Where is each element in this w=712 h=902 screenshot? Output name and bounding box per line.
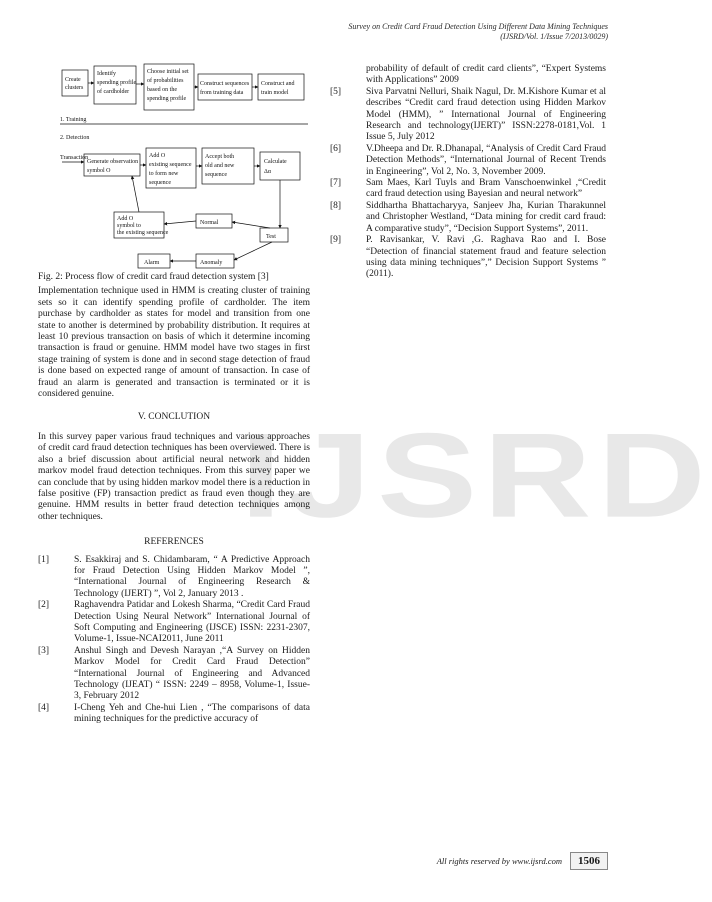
- text-delta: Δα: [264, 169, 272, 175]
- reference-text: I-Cheng Yeh and Che-hui Lien , “The comparisons of data mining techniques for the predictive accuracy of: [74, 702, 310, 725]
- page-footer: [437, 852, 608, 870]
- conclusion-paragraph: In this survey paper various fraud techniques and various approaches of credit card fraud detection techniques has been overviewed. There is also a brief discussion about artificial neural network and hidden markov model fraud detection techniques. From this survey paper we can conclude that by using hidden markov model there is a reduction in false positive (FP) transaction predict as fraud even though they are genuine. HMM results in better fraud detection techniques among other techniques.: [38, 431, 310, 522]
- conclusion-heading: V. CONCLUTION: [137, 412, 211, 423]
- reference-number: [7]: [330, 178, 342, 189]
- header-title: Survey on Credit Card Fraud Detection Using Different Data Mining Techniques: [348, 22, 608, 31]
- reference-text: Anshul Singh and Devesh Narayan ,“A Survey on Hidden Markov Model for Credit Card Fraud Detection” “International Journal of Engineering and Advanced Technology (IJEAT) “ ISSN: 2249 – 8958, Volume-1, Issue-3, February 2012: [74, 645, 310, 702]
- figure-caption: Fig. 2: Process flow of credit card fraud detection system [3]: [38, 272, 269, 282]
- reference-number: [5]: [330, 86, 342, 97]
- text-calculate: Calculate: [264, 159, 287, 165]
- text-symbol: symbol O: [87, 168, 111, 174]
- reference-text: probability of default of credit card clients”, “Expert Systems with Applications” 2009: [366, 64, 606, 86]
- text-the-existing: the existing sequence: [117, 230, 169, 236]
- text-choose: Choose initial set: [147, 69, 189, 75]
- text-construct-seq: Construct sequences: [200, 81, 250, 87]
- header-volume: (IJSRD/Vol. 1/Issue 7/2013/0029): [500, 32, 608, 41]
- references-list-left: [38, 555, 310, 726]
- running-header: [348, 22, 608, 42]
- text-alarm: Alarm: [144, 260, 160, 266]
- process-flow-diagram: [60, 62, 308, 274]
- reference-text: V.Dheepa and Dr. R.Dhanapal, “Analysis of Credit Card Fraud Detection Methods”, “International Journal of Recent Trends in Engineering”, Vol 2, No. 3, November 2009.: [366, 143, 606, 177]
- reference-number: [2]: [38, 600, 50, 611]
- text-symbol-to: symbol to: [117, 223, 141, 229]
- text-probabilities: of probabilities: [147, 78, 184, 84]
- reference-item: [330, 144, 606, 178]
- text-of-cardholder: of cardholder: [97, 89, 130, 95]
- website-link[interactable]: www.ijsrd.com: [511, 856, 562, 866]
- rights-text: [437, 856, 562, 866]
- reference-text: Siddhartha Bhattacharyya, Sanjeev Jha, Kurian Tharakunnel and Christopher Westland, “Data mining for credit card fraud: A comparative study”, “Decision Support Systems”, 2011.: [366, 200, 606, 234]
- label-detection: 2. Detection: [60, 135, 90, 141]
- implementation-paragraph: Implementation technique used in HMM is creating cluster of training sets so it can identify spending profile of cardholder. The item purchase by cardholder as states for model and transition from one state to another is determined by probability distribution. It requires at least 10 previous transaction on basis of which it determine incoming transaction is fraud or genuine. HMM model have two stages in first stage training of system is done and in second stage detection of fraud is done based on expected range of amount of transaction. In case of fraud an alarm is generated and transaction is terminated or it is considered genuine.: [38, 286, 310, 400]
- right-column: [330, 64, 606, 281]
- reference-item: [38, 555, 310, 601]
- references-heading: REFERENCES: [144, 537, 204, 548]
- text-identify: Identify: [97, 71, 116, 77]
- label-training: 1. Training: [60, 117, 87, 123]
- text-spending-profile: spending profile: [97, 80, 137, 86]
- text-based-on: based on the: [147, 87, 177, 93]
- box-create-clusters: [62, 70, 88, 96]
- reference-continuation: [330, 64, 606, 87]
- reference-item: [330, 178, 606, 201]
- box-construct-train: [258, 74, 304, 100]
- text-sequence: sequence: [149, 180, 171, 186]
- text-existing-seq: existing sequence: [149, 162, 192, 168]
- left-column: [38, 272, 310, 726]
- text-add-o: Add O: [149, 153, 166, 159]
- text-spending-profile2: spending profile: [147, 96, 187, 102]
- text-sequence2: sequence: [205, 172, 227, 178]
- reference-text: Raghavendra Patidar and Lokesh Sharma, “Credit Card Fraud Detection Using Neural Network” International Journal of Soft Computing and Engineering (IJSCE) ISSN: 2231-2307, Volume-1, Issue-NCAI2011, June 2011: [74, 600, 310, 645]
- box-calculate: [260, 152, 300, 180]
- reference-number: [9]: [330, 235, 342, 246]
- text-anomaly: Anomaly: [200, 260, 223, 266]
- process-flow-figure: [60, 62, 308, 274]
- rights-prefix: All rights reserved by: [436, 856, 512, 866]
- text-generate: Generate observation: [87, 159, 139, 165]
- text-clusters: clusters: [65, 85, 84, 91]
- reference-item: [38, 703, 310, 726]
- box-construct-sequences: [198, 74, 252, 100]
- reference-number: [8]: [330, 200, 342, 211]
- text-old-new: old and new: [205, 163, 235, 169]
- reference-text: S. Esakkiraj and S. Chidambaram, “ A Predictive Approach for Fraud Detection Using Hidden Markov Model ”, “International Journal of Engineering Research & Technology (IJERT) ”, Vol 2, January 2013 .: [74, 554, 310, 599]
- text-create: Create: [65, 77, 81, 83]
- label-transaction: Transaction: [60, 155, 89, 161]
- reference-item: [330, 87, 606, 144]
- reference-item: [38, 600, 310, 646]
- page-number: 1506: [570, 852, 608, 870]
- watermark-logo: IJSRD: [240, 407, 712, 543]
- text-train-model: train model: [261, 90, 289, 96]
- reference-number: [3]: [38, 645, 50, 656]
- reference-number: [4]: [38, 702, 50, 713]
- text-to-form: to form new: [149, 171, 179, 177]
- reference-text: Sam Maes, Karl Tuyls and Bram Vanschoenwinkel ,“Credit card fraud detection using Bayesian and neural network”: [366, 178, 606, 200]
- reference-item: [38, 646, 310, 703]
- reference-text: Siva Parvatni Nelluri, Shaik Nagul, Dr. M.Kishore Kumar et al describes “Credit card fraud detection using Hidden Markov Model (HMM), ” International Journal of Engineering Research and technology(IJERT)” ISSN:2278-0181,Vol. 1 Issue 5, July 2012: [366, 86, 606, 143]
- text-construct-and: Construct and: [261, 81, 295, 87]
- text-accept: Accept both: [205, 154, 235, 160]
- reference-item: [330, 201, 606, 235]
- reference-number: [6]: [330, 143, 342, 154]
- reference-text: P. Ravisankar, V. Ravi ,G. Raghava Rao and I. Bose “Detection of financial statement fraud and feature selection using data mining techniques”,” Decision Support Systems ” (2011).: [366, 235, 606, 280]
- text-add-op: Add O: [117, 216, 134, 222]
- text-normal: Normal: [200, 220, 219, 226]
- text-from-training: from training data: [200, 90, 244, 96]
- text-test: Test: [266, 234, 276, 240]
- reference-number: [1]: [38, 554, 50, 565]
- reference-item: [330, 235, 606, 281]
